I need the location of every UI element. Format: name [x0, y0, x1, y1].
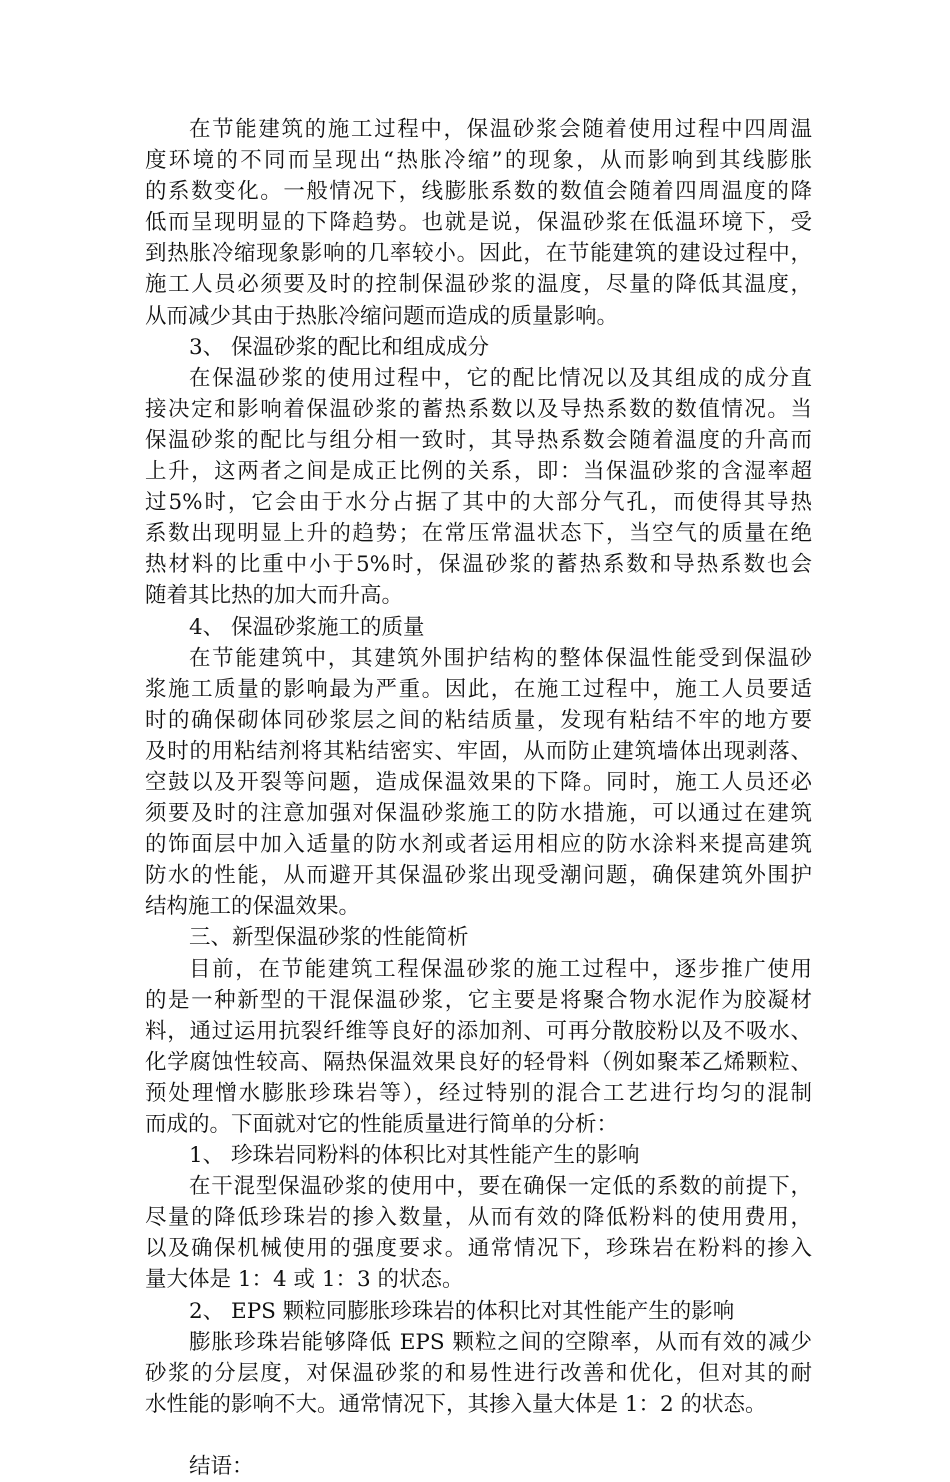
text-line: 热材料的比重中小于5%时，保温砂浆的蓄热系数和导热系数也会 — [145, 552, 812, 578]
text-line: 保温砂浆的配比与组分相一致时，其导热系数会随着温度的升高而 — [145, 427, 812, 453]
text-line: 到热胀冷缩现象影响的几率较小。因此，在节能建筑的建设过程中， — [145, 241, 812, 267]
text-line: 度环境的不同而呈现出“热胀冷缩”的现象，从而影响到其线膨胀 — [145, 148, 812, 174]
text-line: 在保温砂浆的使用过程中，它的配比情况以及其组成的成分直 — [189, 365, 812, 391]
text-line: 膨胀珍珠岩能够降低 EPS 颗粒之间的空隙率，从而有效的减少 — [189, 1329, 812, 1355]
text-line: 接决定和影响着保温砂浆的蓄热系数以及导热系数的数值情况。当 — [145, 396, 812, 422]
text-line: 2、 EPS 颗粒同膨胀珍珠岩的体积比对其性能产生的影响 — [189, 1298, 735, 1324]
text-line: 结语： — [189, 1454, 254, 1480]
text-line: 在节能建筑的施工过程中，保温砂浆会随着使用过程中四周温 — [189, 117, 812, 142]
text-line: 1、 珍珠岩同粉料的体积比对其性能产生的影响 — [189, 1143, 640, 1169]
text-line: 4、 保温砂浆施工的质量 — [189, 614, 425, 640]
text-line: 过5%时，它会由于水分占据了其中的大部分气孔，而使得其导热 — [145, 490, 812, 516]
text-line: 浆施工质量的影响最为严重。因此，在施工过程中，施工人员要适 — [145, 676, 812, 702]
text-line: 以及确保机械使用的强度要求。通常情况下，珍珠岩在粉料的掺入 — [145, 1236, 812, 1262]
document-page — [145, 114, 812, 1482]
text-line: 防水的性能，从而避开其保温砂浆出现受潮问题，确保建筑外围护 — [145, 863, 812, 889]
text-line: 及时的用粘结剂将其粘结密实、牢固，从而防止建筑墙体出现剥落、 — [145, 738, 812, 764]
text-line: 时的确保砌体同砂浆层之间的粘结质量，发现有粘结不牢的地方要 — [145, 707, 812, 733]
text-line: 化学腐蚀性较高、隔热保温效果良好的轻骨料（例如聚苯乙烯颗粒、 — [145, 1049, 812, 1075]
text-line: 而成的。下面就对它的性能质量进行简单的分析： — [145, 1112, 619, 1137]
text-line: 砂浆的分层度，对保温砂浆的和易性进行改善和优化，但对其的耐 — [145, 1360, 812, 1386]
text-line: 的饰面层中加入适量的防水剂或者运用相应的防水涂料来提高建筑 — [145, 832, 812, 858]
text-line: 量大体是 1：4 或 1：3 的状态。 — [145, 1267, 464, 1293]
text-line: 空鼓以及开裂等问题，造成保温效果的下降。同时，施工人员还必 — [145, 769, 812, 795]
text-line: 施工人员必须要及时的控制保温砂浆的温度，尽量的降低其温度， — [145, 272, 812, 298]
text-line: 的是一种新型的干混保温砂浆，它主要是将聚合物水泥作为胶凝材 — [145, 987, 812, 1013]
text-line: 随着其比热的加大而升高。 — [145, 583, 404, 609]
text-line: 从而减少其由于热胀冷缩问题而造成的质量影响。 — [145, 303, 619, 329]
text-line: 结构施工的保温效果。 — [145, 894, 361, 920]
text-line: 目前，在节能建筑工程保温砂浆的施工过程中，逐步推广使用 — [189, 956, 812, 982]
text-line: 预处理憎水膨胀珍珠岩等），经过特别的混合工艺进行均匀的混制 — [145, 1080, 812, 1106]
text-line: 水性能的影响不大。通常情况下，其掺入量大体是 1：2 的状态。 — [145, 1391, 767, 1417]
blank-line — [145, 1420, 812, 1451]
text-line: 上升，这两者之间是成正比例的关系，即：当保温砂浆的含湿率超 — [145, 459, 812, 485]
text-line: 须要及时的注意加强对保温砂浆施工的防水措施，可以通过在建筑 — [145, 801, 812, 827]
text-line: 3、 保温砂浆的配比和组成成分 — [189, 334, 490, 360]
text-line: 料，通过运用抗裂纤维等良好的添加剂、可再分散胶粉以及不吸水、 — [145, 1018, 812, 1044]
text-line: 在干混型保温砂浆的使用中，要在确保一定低的系数的前提下， — [189, 1174, 812, 1200]
text-line: 尽量的降低珍珠岩的掺入数量，从而有效的降低粉料的使用费用， — [145, 1205, 812, 1231]
text-line: 低而呈现明显的下降趋势。也就是说，保温砂浆在低温环境下，受 — [145, 210, 812, 236]
text-line: 三、新型保温砂浆的性能简析 — [189, 925, 469, 951]
text-line: 在节能建筑中，其建筑外围护结构的整体保温性能受到保温砂 — [189, 645, 812, 671]
text-line: 系数出现明显上升的趋势；在常压常温状态下，当空气的质量在绝 — [145, 521, 812, 547]
text-line: 的系数变化。一般情况下，线膨胀系数的数值会随着四周温度的降 — [145, 179, 812, 205]
